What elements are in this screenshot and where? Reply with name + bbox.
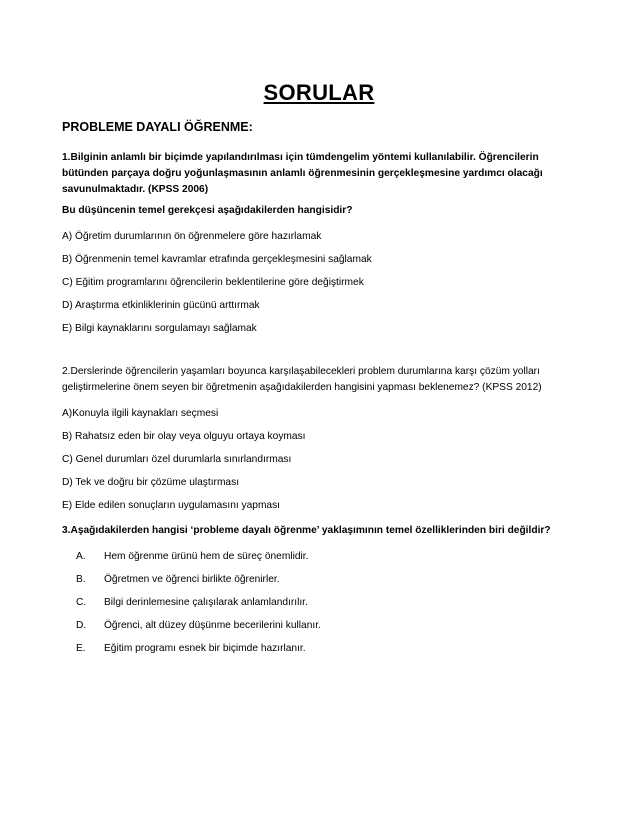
questions-content xyxy=(62,120,578,666)
section-heading: PROBLEME DAYALI ÖĞRENME: xyxy=(62,120,253,134)
question-2-option-e: E) Elde edilen sonuçların uygulamasını yapması xyxy=(62,500,281,511)
question-2-option-c: C) Genel durumları özel durumlarla sınırlandırması xyxy=(62,454,292,465)
question-1-option-d: D) Araştırma etkinliklerinin gücünü arttırmak xyxy=(62,300,260,311)
question-1-option-a: A) Öğretim durumlarının ön öğrenmelere göre hazırlamak xyxy=(62,231,322,242)
question-3-text: 3.Aşağıdakilerden hangisi ‘probleme dayalı öğrenme’ yaklaşımının temel özelliklerinden biri değildir? xyxy=(62,525,551,536)
question-1-option-b: B) Öğrenmenin temel kavramlar etrafında gerçekleşmesini sağlamak xyxy=(62,254,372,265)
question-1-option-c: C) Eğitim programlarını öğrencilerin beklentilerine göre değiştirmek xyxy=(62,277,364,288)
question-3-option-c: C. Bilgi derinlemesine çalışılarak anlamlandırılır. xyxy=(76,597,308,608)
page-title: SORULAR xyxy=(263,80,375,105)
question-3-option-d: D. Öğrenci, alt düzey düşünme becerilerini kullanır. xyxy=(76,620,321,631)
question-1-option-e: E) Bilgi kaynaklarını sorgulamayı sağlamak xyxy=(62,323,257,334)
question-3-option-e: E. Eğitim programı esnek bir biçimde hazırlanır. xyxy=(76,643,306,654)
question-3-option-b: B. Öğretmen ve öğrenci birlikte öğrenirler. xyxy=(76,574,280,585)
question-2-option-b: B) Rahatsız eden bir olay veya olguyu ortaya koyması xyxy=(62,431,306,442)
question-2-text: 2.Derslerinde öğrencilerin yaşamları boyunca karşılaşabilecekleri problem durumlarına karşı çözüm yolları geliştirmelerine önem seyen bir öğretmenin aşağıdakilerden hangisini yapması beklenemez? (KPSS 2012) xyxy=(62,366,542,393)
question-1-prompt: Bu düşüncenin temel gerekçesi aşağıdakilerden hangisidir? xyxy=(62,205,353,216)
spacer xyxy=(62,346,578,364)
question-2-option-d: D) Tek ve doğru bir çözüme ulaştırması xyxy=(62,477,240,488)
question-1-text: 1.Bilginin anlamlı bir biçimde yapılandırılması için tümdengelim yöntemi kullanılabilir. Öğrencilerin bütünden parçaya doğru yoğunlaşmasının anlamlı öğrenmesinin gerçekleşmesine yardımcı olacağı savunulmaktadır. (KPSS 2006) xyxy=(62,152,543,195)
question-3-options xyxy=(62,551,578,655)
question-2-option-a: A)Konuyla ilgili kaynakları seçmesi xyxy=(62,408,219,419)
question-3-option-a: A. Hem öğrenme ürünü hem de süreç önemlidir. xyxy=(76,551,309,562)
